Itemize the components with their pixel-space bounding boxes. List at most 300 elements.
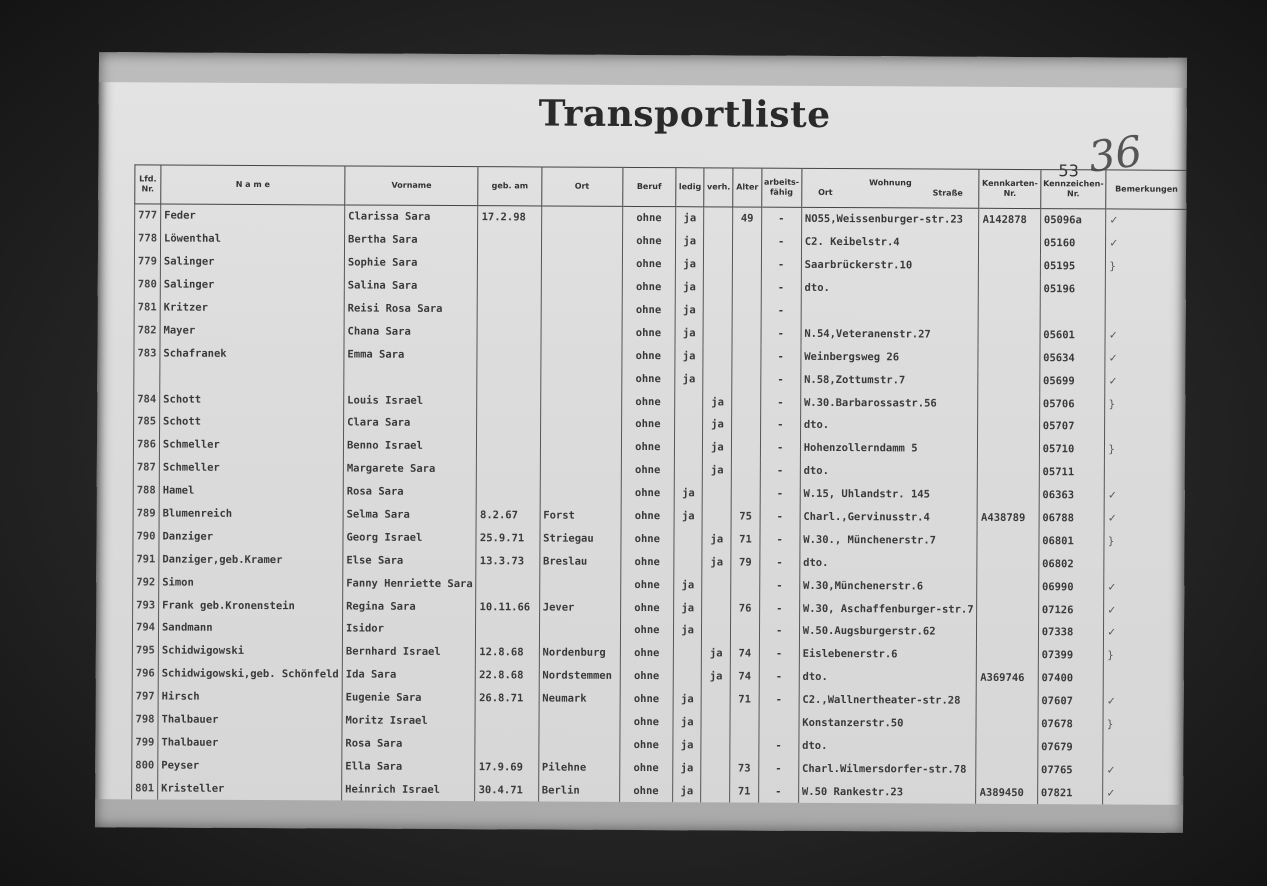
cell-wohnung: Eislebenerstr.6 [799,643,977,667]
cell-wohnung: N.58,Zottumstr.7 [801,368,979,392]
shadow-band-bottom [95,799,1183,833]
cell-af [759,711,799,734]
col-beruf: Beruf [622,167,676,206]
cell-name: Schidwigowski [158,639,342,663]
col-arbeitsfaehig: arbeits-fähig [761,168,801,207]
cell-kz: 05096a [1040,209,1106,233]
cell-alter [732,322,760,345]
cell-wohnung: dto. [801,277,979,301]
cell-wohnung: Saarbrückerstr.10 [801,254,979,278]
cell-ort [541,344,622,367]
cell-beruf: ohne [619,756,672,779]
cell-alter: 74 [731,665,759,688]
cell-kz: 05706 [1039,392,1105,415]
cell-nr: 787 [133,456,159,479]
cell-ort [540,458,621,481]
cell-geb [477,412,540,435]
cell-geb: 22.8.68 [476,664,539,687]
cell-alter: 75 [731,505,759,528]
cell-kk [979,277,1040,300]
cell-kz: 07126 [1038,598,1104,621]
cell-beruf: ohne [620,733,673,756]
cell-af: - [760,459,800,482]
cell-wohnung: W.50.Augsburgerstr.62 [799,620,977,644]
cell-name: Hamel [159,479,343,503]
cell-af: - [761,231,801,254]
cell-vorname: Selma Sara [343,503,477,527]
cell-ledig: ja [673,757,702,780]
cell-vorname [344,366,478,390]
cell-alter [732,413,760,436]
cell-verh [703,345,732,368]
cell-ort: Jever [539,596,620,619]
cell-vorname: Margarete Sara [343,457,477,481]
cell-geb [478,229,541,252]
cell-name: Hirsch [158,685,342,709]
cell-name: Salinger [160,250,344,274]
cell-verh [702,574,731,597]
cell-ledig: ja [674,573,703,596]
cell-beruf: ohne [621,482,674,505]
cell-kk [978,346,1039,369]
col-ledig: ledig [676,168,705,207]
cell-verh [704,299,733,322]
cell-verh [701,757,730,780]
cell-verh [704,230,733,253]
cell-kk [976,758,1037,781]
cell-kz: 07821 [1037,781,1103,804]
cell-kz: 07679 [1038,736,1104,759]
cell-ort: Berlin [538,779,619,802]
cell-geb: 26.8.71 [476,687,539,710]
cell-ledig [673,665,702,688]
cell-kk: A389450 [976,781,1037,804]
cell-alter [732,368,760,391]
cell-nr: 790 [133,525,159,548]
cell-geb [477,435,540,458]
cell-kz: 07400 [1038,667,1104,690]
cell-verh [704,276,733,299]
cell-af: - [761,207,801,231]
cell-ledig: ja [674,482,703,505]
cell-vorname: Bernhard Israel [342,640,476,664]
col-wohnung-label: Wohnung [869,178,912,188]
cell-kk [978,438,1039,461]
cell-verh [704,207,733,231]
cell-verh [703,482,732,505]
col-bemerkungen: Bemerkungen [1106,170,1186,209]
cell-wohnung: Charl.,Gervinusstr.4 [800,505,978,529]
col-vorname: Vorname [345,166,479,206]
cell-ledig: ja [674,505,703,528]
cell-ledig: ja [675,367,704,390]
cell-verh [703,368,732,391]
cell-beruf: ohne [621,436,674,459]
cell-ledig: ja [674,596,703,619]
cell-wohnung: W.30.Barbarossastr.56 [800,391,978,415]
cell-vorname: Moritz Israel [342,709,476,733]
cell-wohnung [801,299,979,323]
cell-kk [977,552,1038,575]
document-title: Transportliste [538,92,831,136]
cell-ort [540,390,621,413]
cell-nr: 785 [134,410,160,433]
cell-mark: } [1105,393,1185,416]
cell-name: Löwenthal [160,227,344,251]
cell-beruf: ohne [622,276,675,299]
cell-nr: 793 [133,593,159,616]
cell-alter: 49 [733,207,761,231]
cell-geb: 17.2.98 [478,206,541,230]
cell-ort [540,481,621,504]
cell-ort [541,206,622,230]
cell-ledig: ja [673,619,702,642]
table-header-row [135,165,1187,210]
cell-beruf: ohne [622,321,675,344]
cell-ort: Forst [540,504,621,527]
cell-ort: Nordstemmen [539,664,620,687]
cell-af: - [760,505,800,528]
cell-wohnung: dto. [800,414,978,438]
cell-ort: Breslau [539,550,620,573]
cell-ledig: ja [673,688,702,711]
cell-nr: 791 [133,548,159,571]
cell-af: - [760,437,800,460]
cell-beruf: ohne [619,779,672,802]
cell-mark: } [1105,438,1185,461]
cell-af: - [761,345,801,368]
cell-mark: ✓ [1104,599,1184,622]
cell-ort [540,367,621,390]
cell-kz: 07678 [1038,713,1104,736]
col-ort: Ort [541,167,622,206]
cell-geb [476,618,539,641]
cell-kz: 05634 [1040,346,1106,369]
cell-geb [475,733,538,756]
cell-kz: 07399 [1038,644,1104,667]
cell-name: Blumenreich [159,502,343,526]
cell-kk [977,598,1038,621]
cell-name [160,365,344,389]
cell-vorname: Eugenie Sara [342,686,476,710]
cell-name: Simon [159,571,343,595]
cell-mark: } [1104,530,1184,553]
col-verh: verh. [704,168,733,207]
cell-name: Schott [160,410,344,434]
col-kennzeichen: Kennzeichen-Nr. [1040,170,1106,209]
cell-geb [477,343,540,366]
cell-mark: ✓ [1103,759,1183,782]
cell-geb [478,298,541,321]
cell-mark [1105,415,1185,438]
cell-mark: ✓ [1106,209,1186,233]
cell-beruf: ohne [622,206,675,230]
cell-verh [703,322,732,345]
cell-af: - [761,299,801,322]
cell-geb [477,458,540,481]
cell-verh: ja [702,551,731,574]
cell-verh [701,711,730,734]
cell-beruf: ohne [621,367,674,390]
cell-nr: 782 [134,319,160,342]
cell-ledig: ja [675,345,704,368]
cell-ledig: ja [675,230,704,253]
cell-nr: 792 [133,571,159,594]
cell-mark [1104,553,1184,576]
cell-geb [476,572,539,595]
cell-wohnung: NO55,Weissenburger-str.23 [801,207,979,231]
cell-geb [477,389,540,412]
cell-mark: } [1103,713,1183,736]
cell-alter [730,711,758,734]
cell-ort [541,252,622,275]
cell-af: - [758,780,798,803]
cell-ledig: ja [676,207,705,231]
cell-name: Salinger [160,273,344,297]
cell-verh: ja [702,642,731,665]
cell-geb: 13.3.73 [476,549,539,572]
cell-ort: Nordenburg [539,641,620,664]
cell-geb: 17.9.69 [475,756,538,779]
cell-nr: 797 [132,685,158,708]
cell-geb [475,710,538,733]
cell-alter [732,299,760,322]
cell-kk [977,689,1038,712]
cell-kz: 05196 [1040,278,1106,301]
cell-kk [976,712,1037,735]
cell-wohnung: dto. [800,551,978,575]
cell-ledig: ja [673,734,702,757]
cell-af: - [760,391,800,414]
cell-verh [701,734,730,757]
cell-af: - [759,643,799,666]
cell-mark: ✓ [1106,232,1186,255]
cell-wohnung: dto. [800,460,978,484]
cell-kz: 06802 [1039,552,1105,575]
col-alter: Alter [733,168,761,207]
cell-vorname: Rosa Sara [342,732,476,756]
cell-af: - [758,734,798,757]
cell-vorname: Reisi Rosa Sara [344,297,478,321]
shadow-band-top [99,52,1187,88]
cell-nr: 779 [134,250,160,273]
cell-name: Kritzer [160,296,344,320]
cell-kk: A142878 [979,208,1040,232]
cell-beruf: ohne [622,344,675,367]
cell-ledig [673,642,702,665]
cell-alter: 71 [731,528,759,551]
cell-af: - [759,688,799,711]
cell-verh: ja [703,436,732,459]
cell-ledig: ja [673,779,702,802]
cell-ledig [674,528,703,551]
cell-kz [1040,301,1106,324]
cell-nr: 788 [133,479,159,502]
cell-vorname: Chana Sara [344,320,478,344]
cell-vorname: Benno Israel [343,434,477,458]
cell-vorname: Clara Sara [344,411,478,435]
cell-kz: 07338 [1038,621,1104,644]
cell-mark [1104,667,1184,690]
col-wohnung [801,168,979,208]
cell-alter [733,276,761,299]
cell-kk [979,232,1040,255]
cell-kk: A438789 [978,506,1039,529]
cell-wohnung: Charl.Wilmersdorfer-str.78 [799,757,977,781]
cell-ledig: ja [675,299,704,322]
cell-kz: 05160 [1040,232,1106,255]
cell-kz: 06363 [1039,484,1105,507]
col-wohnung-ort: Ort [818,187,833,198]
cell-vorname: Georg Israel [343,526,477,550]
cell-geb [478,252,541,275]
cell-wohnung: Hohenzollerndamm 5 [800,437,978,461]
cell-nr: 801 [132,777,158,800]
cell-kk [977,621,1038,644]
cell-kk [978,392,1039,415]
cell-nr: 800 [132,754,158,777]
cell-name: Schott [160,388,344,412]
cell-af: - [759,574,799,597]
cell-kk [978,461,1039,484]
cell-alter: 71 [730,780,758,803]
cell-verh [702,596,731,619]
cell-vorname: Regina Sara [343,595,477,619]
cell-beruf: ohne [621,459,674,482]
cell-alter [732,482,760,505]
cell-alter [732,345,760,368]
cell-beruf: ohne [620,596,673,619]
cell-nr: 783 [134,342,160,365]
cell-af: - [760,368,800,391]
cell-wohnung: Konstanzerstr.50 [799,711,977,735]
cell-mark [1106,278,1186,301]
cell-beruf: ohne [621,504,674,527]
cell-vorname: Isidor [342,617,476,641]
cell-geb [477,321,540,344]
cell-name: Mayer [160,319,344,343]
cell-af: - [759,620,799,643]
cell-geb: 12.8.68 [476,641,539,664]
cell-ort: Striegau [540,527,621,550]
cell-kk [978,415,1039,438]
handwritten-number: 36 [1085,126,1146,182]
cell-verh [704,253,733,276]
cell-nr: 789 [133,502,159,525]
cell-mark [1105,461,1185,484]
cell-wohnung: C2.,Wallnertheater-str.28 [799,689,977,713]
cell-ledig: ja [675,276,704,299]
cell-name: Peyser [158,754,342,778]
cell-verh: ja [703,459,732,482]
cell-verh [702,619,731,642]
cell-ort [539,573,620,596]
cell-nr: 795 [132,639,158,662]
document-sheet [95,52,1187,833]
cell-nr: 781 [134,296,160,319]
cell-beruf: ohne [622,230,675,253]
cell-ledig: ja [675,253,704,276]
cell-vorname: Emma Sara [344,343,478,367]
cell-verh [701,688,730,711]
cell-verh: ja [703,390,732,413]
cell-mark: } [1106,255,1186,278]
cell-wohnung: W.30, Aschaffenburger-str.7 [799,597,977,621]
cell-ort [541,229,622,252]
cell-nr: 794 [132,616,158,639]
cell-kk [977,529,1038,552]
cell-kk: A369746 [977,667,1038,690]
cell-beruf: ohne [620,710,673,733]
cell-vorname: Ella Sara [342,755,476,779]
cell-kk [976,735,1037,758]
cell-mark: } [1104,644,1184,667]
cell-wohnung: C2. Keibelstr.4 [801,231,979,255]
cell-kz: 05601 [1040,324,1106,347]
cell-ort [541,321,622,344]
cell-mark: ✓ [1104,621,1184,644]
col-kennkarten: Kennkarten-Nr. [979,169,1040,208]
cell-alter [732,459,760,482]
cell-ort: Neumark [539,687,620,710]
cell-name: Frank geb.Kronenstein [159,594,343,618]
cell-nr: 784 [134,387,160,410]
cell-vorname: Clarissa Sara [345,205,479,229]
cell-alter [733,253,761,276]
col-lfd: Lfd. Nr. [135,165,161,204]
cell-wohnung: dto. [799,734,977,758]
cell-wohnung: W.15, Uhlandstr. 145 [800,483,978,507]
cell-mark: ✓ [1104,484,1184,507]
cell-vorname: Louis Israel [344,389,478,413]
cell-vorname: Fanny Henriette Sara [343,572,477,596]
cell-beruf: ohne [620,550,673,573]
cell-kz: 06990 [1038,575,1104,598]
cell-kz: 05699 [1039,369,1105,392]
cell-af: - [759,551,799,574]
cell-nr: 786 [133,433,159,456]
cell-kz: 07607 [1038,690,1104,713]
cell-nr [134,365,160,388]
cell-kk [977,644,1038,667]
cell-af: - [760,482,800,505]
cell-beruf: ohne [621,390,674,413]
cell-geb: 10.11.66 [476,595,539,618]
cell-verh [701,780,730,803]
cell-name: Thalbauer [158,708,342,732]
cell-alter [731,574,759,597]
cell-kk [978,483,1039,506]
cell-name: Schmeller [159,456,343,480]
cell-geb: 8.2.67 [476,504,539,527]
cell-name: Danziger [159,525,343,549]
cell-kk [979,255,1040,278]
cell-alter: 79 [731,551,759,574]
col-wohnung-strasse: Straße [932,188,963,198]
cell-name: Danziger,geb.Kramer [159,548,343,572]
cell-ort [539,710,620,733]
cell-ort [541,298,622,321]
cell-wohnung: dto. [799,666,977,690]
cell-nr: 799 [132,731,158,754]
cell-name: Kristeller [158,777,342,801]
cell-vorname: Else Sara [343,549,477,573]
cell-ort: Pilehne [538,756,619,779]
cell-af: - [761,276,801,299]
cell-kz: 06801 [1039,530,1105,553]
cell-beruf: ohne [620,665,673,688]
cell-alter [733,230,761,253]
